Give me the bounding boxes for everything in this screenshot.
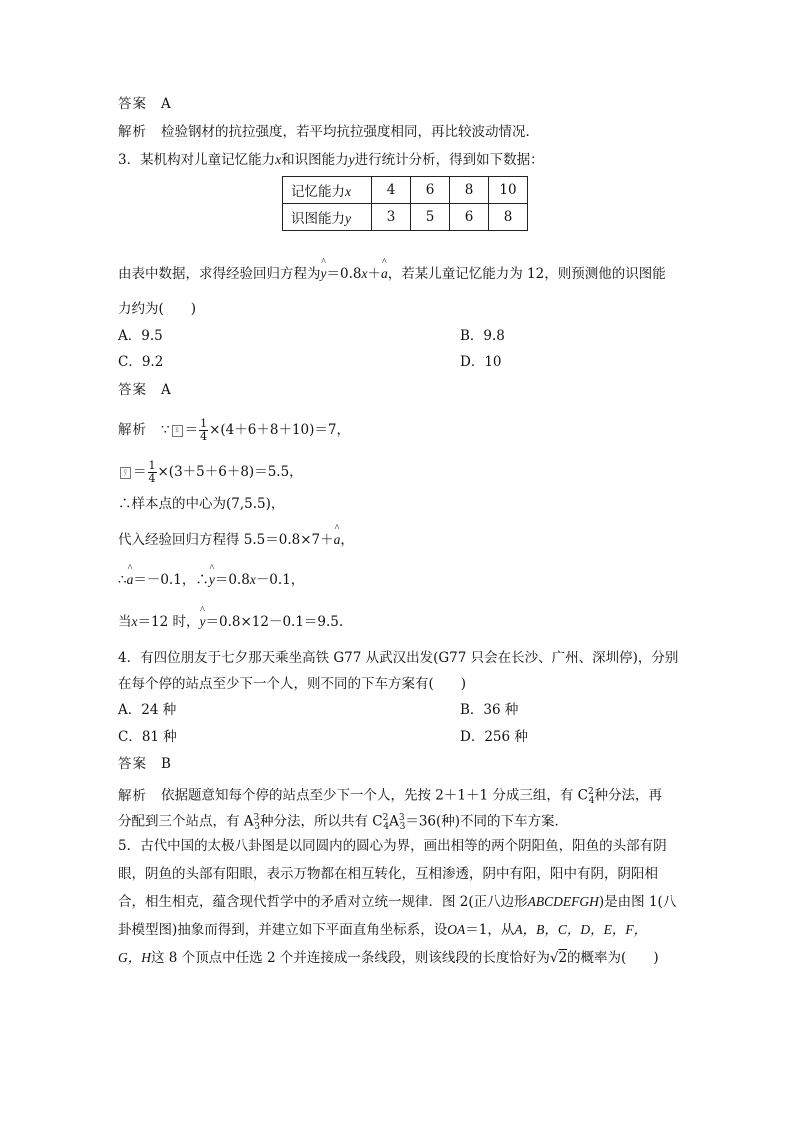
q4-options-row1 — [118, 700, 519, 720]
sqrt-symbol: √2 — [549, 950, 568, 966]
q3-solution-2: ȳ ＝ $\frac{1}{4}$ ×(3＋5＋6＋8)＝5.5， — [118, 460, 303, 485]
option-c: C．9.2 — [118, 354, 164, 370]
analysis-text: 检验钢材的抗拉强度，若平均抗拉强度相同，再比较波动情况． — [161, 124, 539, 140]
q5-line3: 合，相生相克，蕴含现代哲学中的矛盾对立统一规律．图 2(正八边形ABCDEFGH)是由图 1(八 — [118, 894, 677, 910]
q3-options-row1 — [118, 326, 505, 346]
answer-value: B — [161, 756, 171, 772]
q3-solution-6: 当x＝12 时，^ y＝0.8×12－0.1＝9.5. — [118, 612, 343, 632]
answer-label: 答案 — [118, 382, 147, 398]
option-d: D．10 — [460, 354, 502, 370]
missing-glyph-icon: ȳ — [120, 467, 131, 479]
table-cell: 10 — [489, 177, 528, 204]
table-row — [283, 177, 528, 204]
q5-line4: 卦模型图)抽象而得到，并建立如下平面直角坐标系，设OA＝1，从A，B，C，D，E，F， — [118, 922, 648, 938]
table-cell: 8 — [450, 177, 489, 204]
q3-solution-1: 解析 ∵ x̄ ＝ $\frac{1}{4}$ ×(4＋6＋8＋10)＝7， — [118, 417, 350, 443]
answer-label: 答案 — [118, 756, 147, 772]
q3-line3: 力约为( ) — [118, 301, 197, 317]
q3-solution-4: 代入经验回归方程得 5.5＝0.8×7＋^ a， — [118, 530, 354, 550]
option-d: D．256 种 — [460, 729, 528, 745]
q3-options-row2 — [118, 352, 502, 372]
answer-line-q3 — [118, 380, 171, 400]
answer-label: 答案 — [118, 96, 147, 112]
missing-glyph-icon: x̄ — [172, 425, 183, 437]
q5-line1: 5．古代中国的太极八卦图是以同圆内的圆心为界，画出相等的两个阴阳鱼，阳鱼的头部有阴 — [118, 838, 667, 854]
q3-data-table — [282, 176, 528, 231]
q4-line2: 在每个停的站点至少下一个人，则不同的下车方案有( ) — [118, 676, 467, 692]
q4-line1: 4．有四位朋友于七夕那天乘坐高铁 G77 从武汉出发(G77 只会在长沙、广州、深圳停)，分别 — [118, 650, 679, 666]
analysis-label: 解析 — [118, 787, 147, 804]
table-cell: 5 — [411, 204, 450, 231]
q4-solution-1: 解析 依据题意知每个停的站点至少下一个人，先按 2＋1＋1 分成三组，有 $C^2_4$种分法，再 — [118, 787, 662, 807]
analysis-label: 解析 — [118, 124, 147, 140]
q4-options-row2 — [118, 727, 528, 747]
analysis-line-q2 — [118, 122, 539, 142]
answer-line-q2 — [118, 94, 171, 114]
table-cell: 6 — [450, 204, 489, 231]
q3-solution-3: ∴样本点的中心为(7,5.5)， — [118, 496, 285, 512]
q3-solution-5: ∴^ a＝－0.1，∴^ y＝0.8x－0.1， — [118, 570, 304, 590]
table-cell: 4 — [372, 177, 411, 204]
table-header-cell: 识图能力y — [283, 204, 372, 231]
table-row — [283, 204, 528, 231]
answer-line-q4 — [118, 754, 171, 774]
q5-line5: G，H这 8 个顶点中任选 2 个并连接成一条线段，则该线段的长度恰好为√2的概率为( ) — [118, 950, 659, 966]
option-a: A．9.5 — [118, 328, 163, 344]
analysis-label: 解析 — [118, 422, 147, 438]
q5-line2: 眼，阴鱼的头部有阳眼，表示万物都在相互转化，互相渗透，阴中有阳，阳中有阴，阴阳相 — [118, 866, 658, 882]
fraction: $\frac{1}{4}$ — [148, 459, 156, 485]
answer-value: A — [161, 96, 171, 112]
option-c: C．81 种 — [118, 729, 177, 745]
option-a: A．24 种 — [118, 702, 177, 718]
table-cell: 3 — [372, 204, 411, 231]
option-b: B．9.8 — [460, 328, 505, 344]
table-header-cell: 记忆能力x — [283, 177, 372, 204]
q3-stem: 3．某机构对儿童记忆能力x和识图能力y进行统计分析，得到如下数据： — [118, 152, 544, 168]
table-cell: 6 — [411, 177, 450, 204]
answer-value: A — [161, 382, 171, 398]
fraction: $\frac{1}{4}$ — [200, 417, 208, 443]
q3-line2: 由表中数据，求得经验回归方程为^ y＝0.8x＋^ a，若某儿童记忆能力为 12，则预测他的识图能 — [118, 264, 666, 284]
option-b: B．36 种 — [460, 702, 519, 718]
table-cell: 8 — [489, 204, 528, 231]
q4-solution-2: 分配到三个站点，有 $A^3_3$种分法，所以共有 $C^2_4A^3_3=36$(种)不同的下车方案． — [118, 813, 569, 833]
